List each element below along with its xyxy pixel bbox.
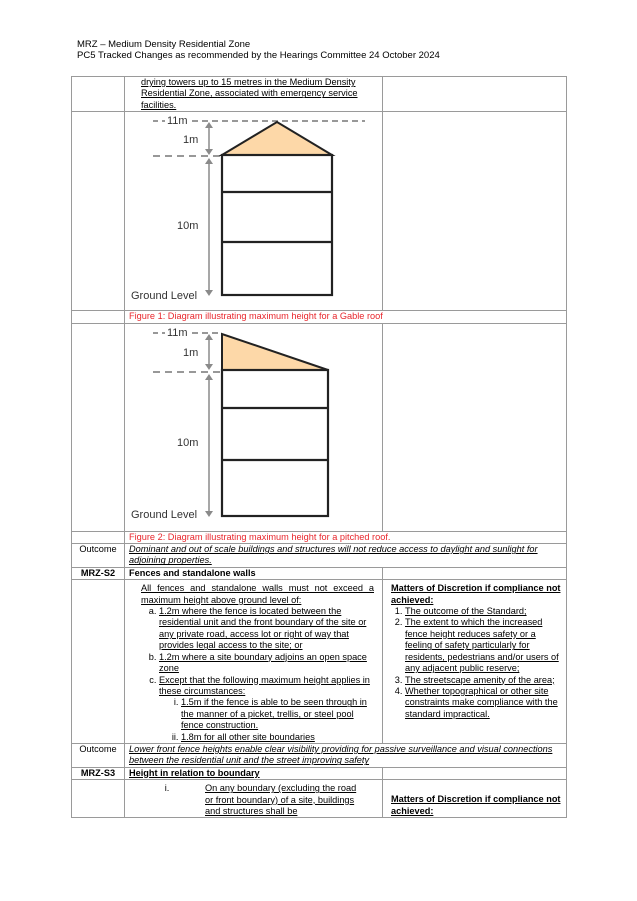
- label-11m: 11m: [167, 115, 188, 128]
- table-row: [72, 544, 567, 568]
- label-ground-level: Ground Level: [131, 508, 198, 521]
- standard-code-s3: MRZ-S3: [72, 767, 125, 779]
- header-line-2: PC5 Tracked Changes as recommended by the Hearings Committee 24 October 2024: [77, 50, 440, 61]
- figure-2-caption: Figure 2: Diagram illustrating maximum height for a pitched roof.: [129, 531, 391, 542]
- table-row: [72, 780, 567, 818]
- outcome-text: Lower front fence heights enable clear visibility providing for passive surveillance and visual connections between the residential unit and the street improving safety: [125, 743, 567, 767]
- label-1m: 1m: [183, 134, 199, 147]
- building-outline: [222, 370, 328, 516]
- s2-discretion-title: Matters of Discretion if compliance not achieved:: [391, 583, 561, 605]
- list-item: b. 1.2m where a site boundary adjoins an open space zone: [159, 652, 374, 675]
- table-row: [72, 767, 567, 779]
- list-item: 3. The streetscape amenity of the area;: [405, 675, 562, 686]
- figure-1-gable-roof-diagram: [125, 112, 383, 310]
- standard-title-s3: Height in relation to boundary: [125, 767, 383, 779]
- list-item: ii. 1.8m for all other site boundaries: [181, 732, 374, 743]
- s2-discretion-list: [391, 606, 562, 720]
- outcome-text: Dominant and out of scale buildings and structures will not reduce access to daylight and sunlight for adjoining properties.: [125, 544, 567, 568]
- s2-intro: All fences and standalone walls must not exceed a maximum height above ground level of:: [141, 583, 374, 605]
- standard-title-s2: Fences and standalone walls: [125, 567, 383, 579]
- header-line-1: MRZ – Medium Density Residential Zone: [77, 39, 251, 50]
- intro-text: drying towers up to 15 metres in the Medium Density Residential Zone, associated with emergency service facilities.: [141, 77, 358, 110]
- figure-2-pitched-roof-diagram: [125, 324, 383, 531]
- outcome-label: Outcome: [72, 544, 125, 568]
- figure-row: [72, 112, 567, 311]
- gable-roof: [222, 122, 332, 155]
- s3-discretion-title: Matters of Discretion if compliance not achieved:: [391, 794, 561, 816]
- list-item: 2. The extent to which the increased fence height reduces safety or a feeling of safety particularly for residents, pedestrians and/or users of any adjacent public reserve;: [405, 617, 562, 674]
- s3-item-text: On any boundary (excluding the road or front boundary) of a site, buildings and structures shall be: [205, 783, 357, 816]
- table-row: [72, 580, 567, 744]
- s2-sublist: [159, 697, 374, 743]
- pitched-roof: [222, 334, 328, 370]
- list-item: a. 1.2m where the fence is located between the residential unit and the front boundary of the site or any private road, access lot or right of way that provides legal access to the site; or: [159, 606, 374, 652]
- list-item: c. Except that the following maximum height applies in these circumstances: i. 1.5m if the fence is able to be seen through in the manner of a picket, trellis, or steel pool fence construction. ii. 1.8m for all other site boundaries: [159, 675, 374, 743]
- table-row: [72, 567, 567, 579]
- standard-code-s2: MRZ-S2: [72, 567, 125, 579]
- figure-1-caption: Figure 1: Diagram illustrating maximum height for a Gable roof: [129, 311, 383, 322]
- building-outline: [222, 155, 332, 295]
- label-1m: 1m: [183, 346, 199, 359]
- label-11m: 11m: [167, 326, 188, 339]
- figure-row: [72, 323, 567, 531]
- list-item: 4. Whether topographical or other site constraints make compliance with the standard impractical.: [405, 686, 562, 720]
- label-10m: 10m: [177, 220, 199, 233]
- standards-table: [71, 76, 567, 818]
- s2-list: [141, 606, 374, 743]
- label-ground-level: Ground Level: [131, 290, 198, 303]
- label-10m: 10m: [177, 436, 199, 449]
- table-row: [72, 77, 567, 112]
- s3-item-marker: i.: [164, 783, 170, 794]
- table-row: [72, 743, 567, 767]
- table-row: [72, 531, 567, 543]
- table-row: [72, 311, 567, 323]
- list-item: i. 1.5m if the fence is able to be seen through in the manner of a picket, trellis, or steel pool fence construction.: [181, 697, 374, 731]
- outcome-label: Outcome: [72, 743, 125, 767]
- list-item: 1. The outcome of the Standard;: [405, 606, 562, 617]
